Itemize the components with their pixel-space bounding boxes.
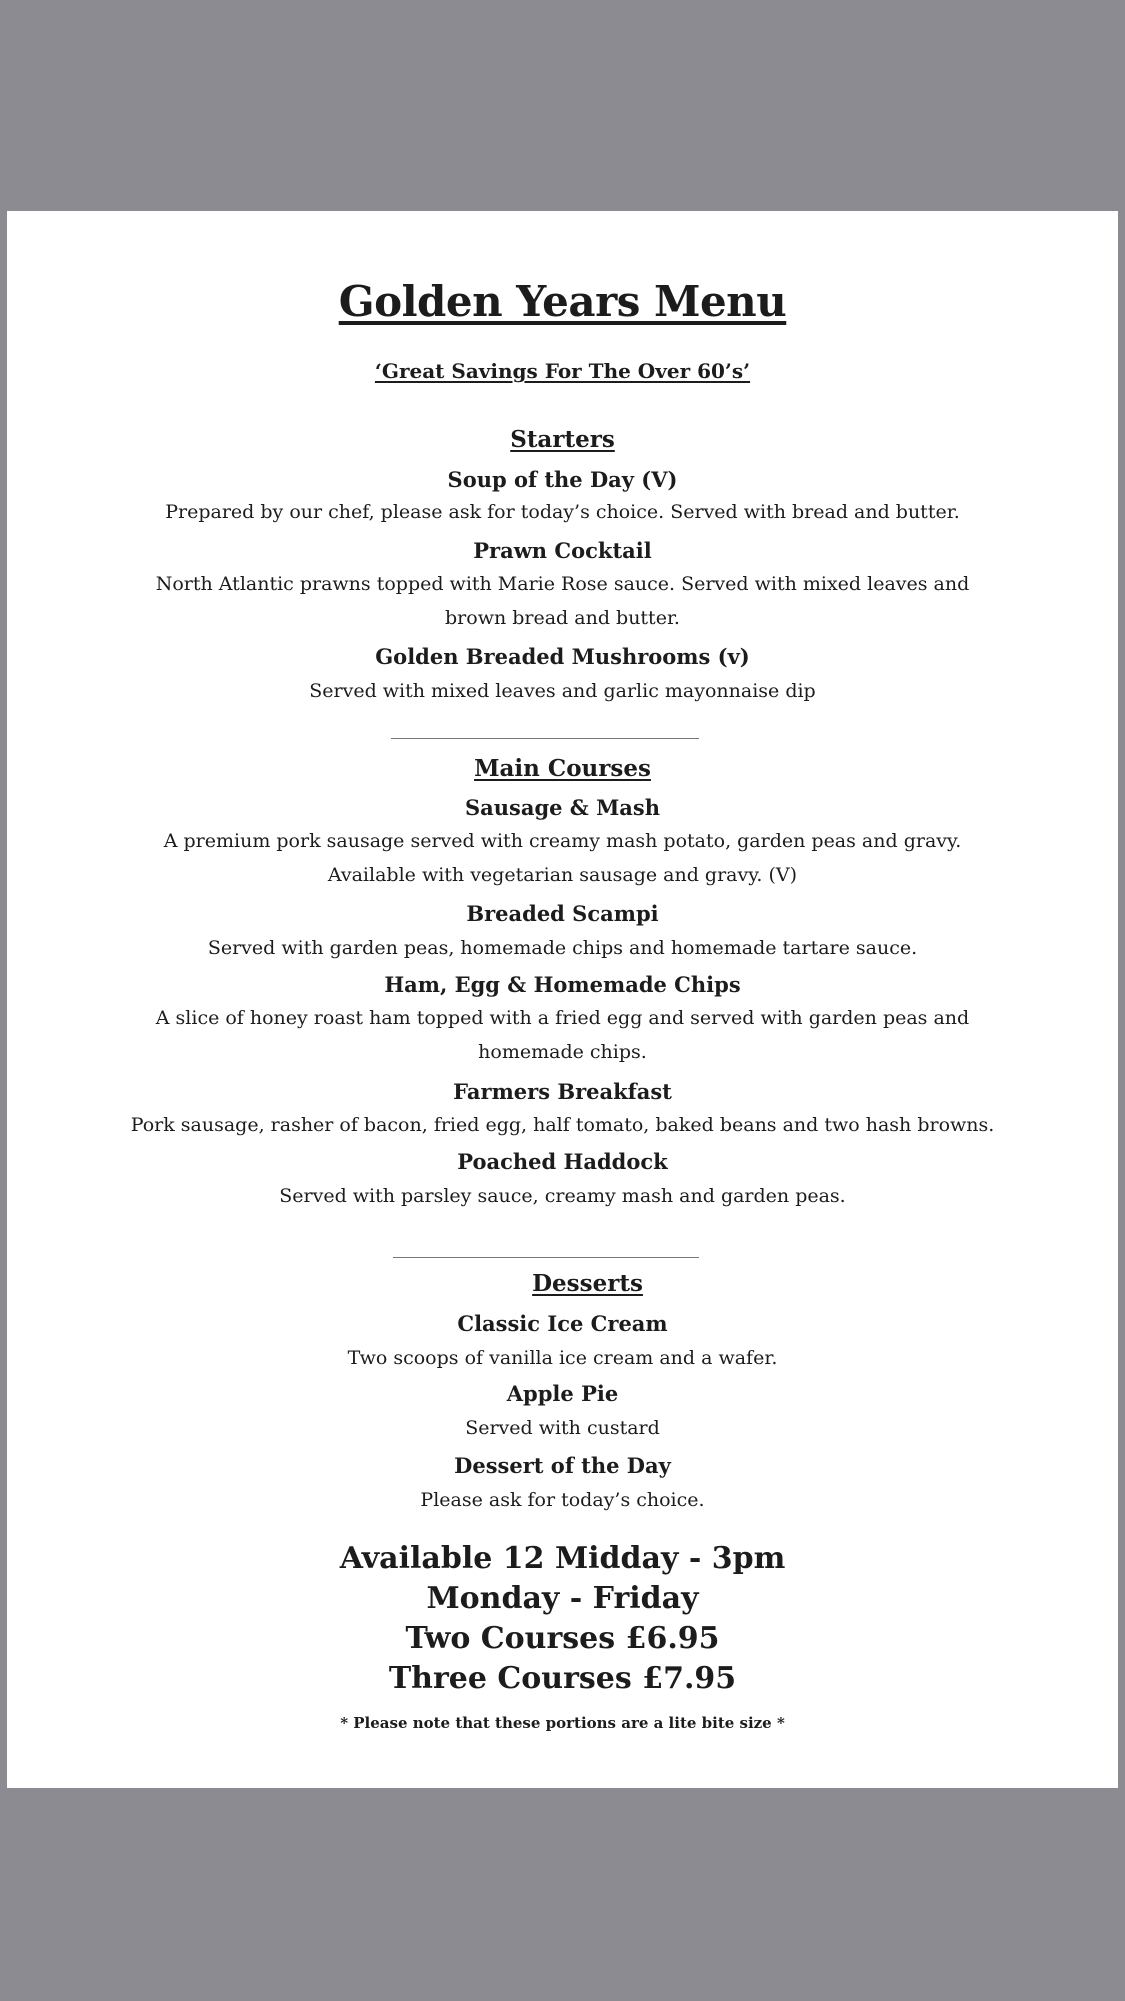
starters-heading: Starters bbox=[510, 426, 615, 453]
availability-days: Monday - Friday bbox=[426, 1581, 699, 1616]
main-name: Ham, Egg & Homemade Chips bbox=[384, 972, 741, 997]
main-desc: A premium pork sausage served with creamy mash potato, garden peas and gravy. bbox=[163, 830, 962, 852]
dessert-name: Apple Pie bbox=[506, 1381, 619, 1406]
section-divider bbox=[391, 738, 699, 739]
main-desc: Served with garden peas, homemade chips and homemade tartare sauce. bbox=[207, 937, 918, 959]
main-desc: A slice of honey roast ham topped with a fried egg and served with garden peas and bbox=[155, 1007, 970, 1029]
dessert-desc: Two scoops of vanilla ice cream and a wafer. bbox=[347, 1347, 778, 1369]
section-divider bbox=[393, 1257, 699, 1258]
menu-title: Golden Years Menu bbox=[338, 277, 787, 326]
starter-desc: North Atlantic prawns topped with Marie Rose sauce. Served with mixed leaves and bbox=[155, 573, 970, 595]
price-three-courses: Three Courses £7.95 bbox=[388, 1661, 737, 1696]
dessert-desc: Served with custard bbox=[465, 1417, 660, 1439]
main-desc: Pork sausage, rasher of bacon, fried egg, half tomato, baked beans and two hash browns. bbox=[130, 1114, 995, 1136]
dessert-desc: Please ask for today’s choice. bbox=[420, 1489, 705, 1511]
starter-desc: brown bread and butter. bbox=[445, 607, 680, 629]
menu-page bbox=[7, 211, 1118, 1788]
starter-name: Prawn Cocktail bbox=[473, 538, 652, 563]
starter-name: Soup of the Day (V) bbox=[447, 467, 678, 492]
main-desc: homemade chips. bbox=[478, 1041, 647, 1063]
price-two-courses: Two Courses £6.95 bbox=[405, 1621, 720, 1656]
mains-heading: Main Courses bbox=[474, 755, 651, 782]
main-desc: Served with parsley sauce, creamy mash and garden peas. bbox=[279, 1185, 846, 1207]
starter-desc: Served with mixed leaves and garlic mayonnaise dip bbox=[309, 680, 816, 702]
portion-note: * Please note that these portions are a lite bite size * bbox=[340, 1714, 785, 1732]
dessert-name: Classic Ice Cream bbox=[457, 1311, 668, 1336]
starter-desc: Prepared by our chef, please ask for today’s choice. Served with bread and butter. bbox=[165, 501, 960, 523]
menu-subtitle: ‘Great Savings For The Over 60’s’ bbox=[374, 359, 751, 383]
main-name: Sausage & Mash bbox=[464, 795, 661, 820]
dessert-name: Dessert of the Day bbox=[454, 1453, 671, 1478]
availability-hours: Available 12 Midday - 3pm bbox=[339, 1541, 786, 1576]
main-name: Breaded Scampi bbox=[466, 901, 659, 926]
desserts-heading: Desserts bbox=[532, 1270, 643, 1297]
main-desc: Available with vegetarian sausage and gravy. (V) bbox=[327, 864, 798, 886]
starter-name: Golden Breaded Mushrooms (v) bbox=[375, 644, 750, 669]
main-name: Farmers Breakfast bbox=[453, 1079, 672, 1104]
main-name: Poached Haddock bbox=[457, 1149, 668, 1174]
